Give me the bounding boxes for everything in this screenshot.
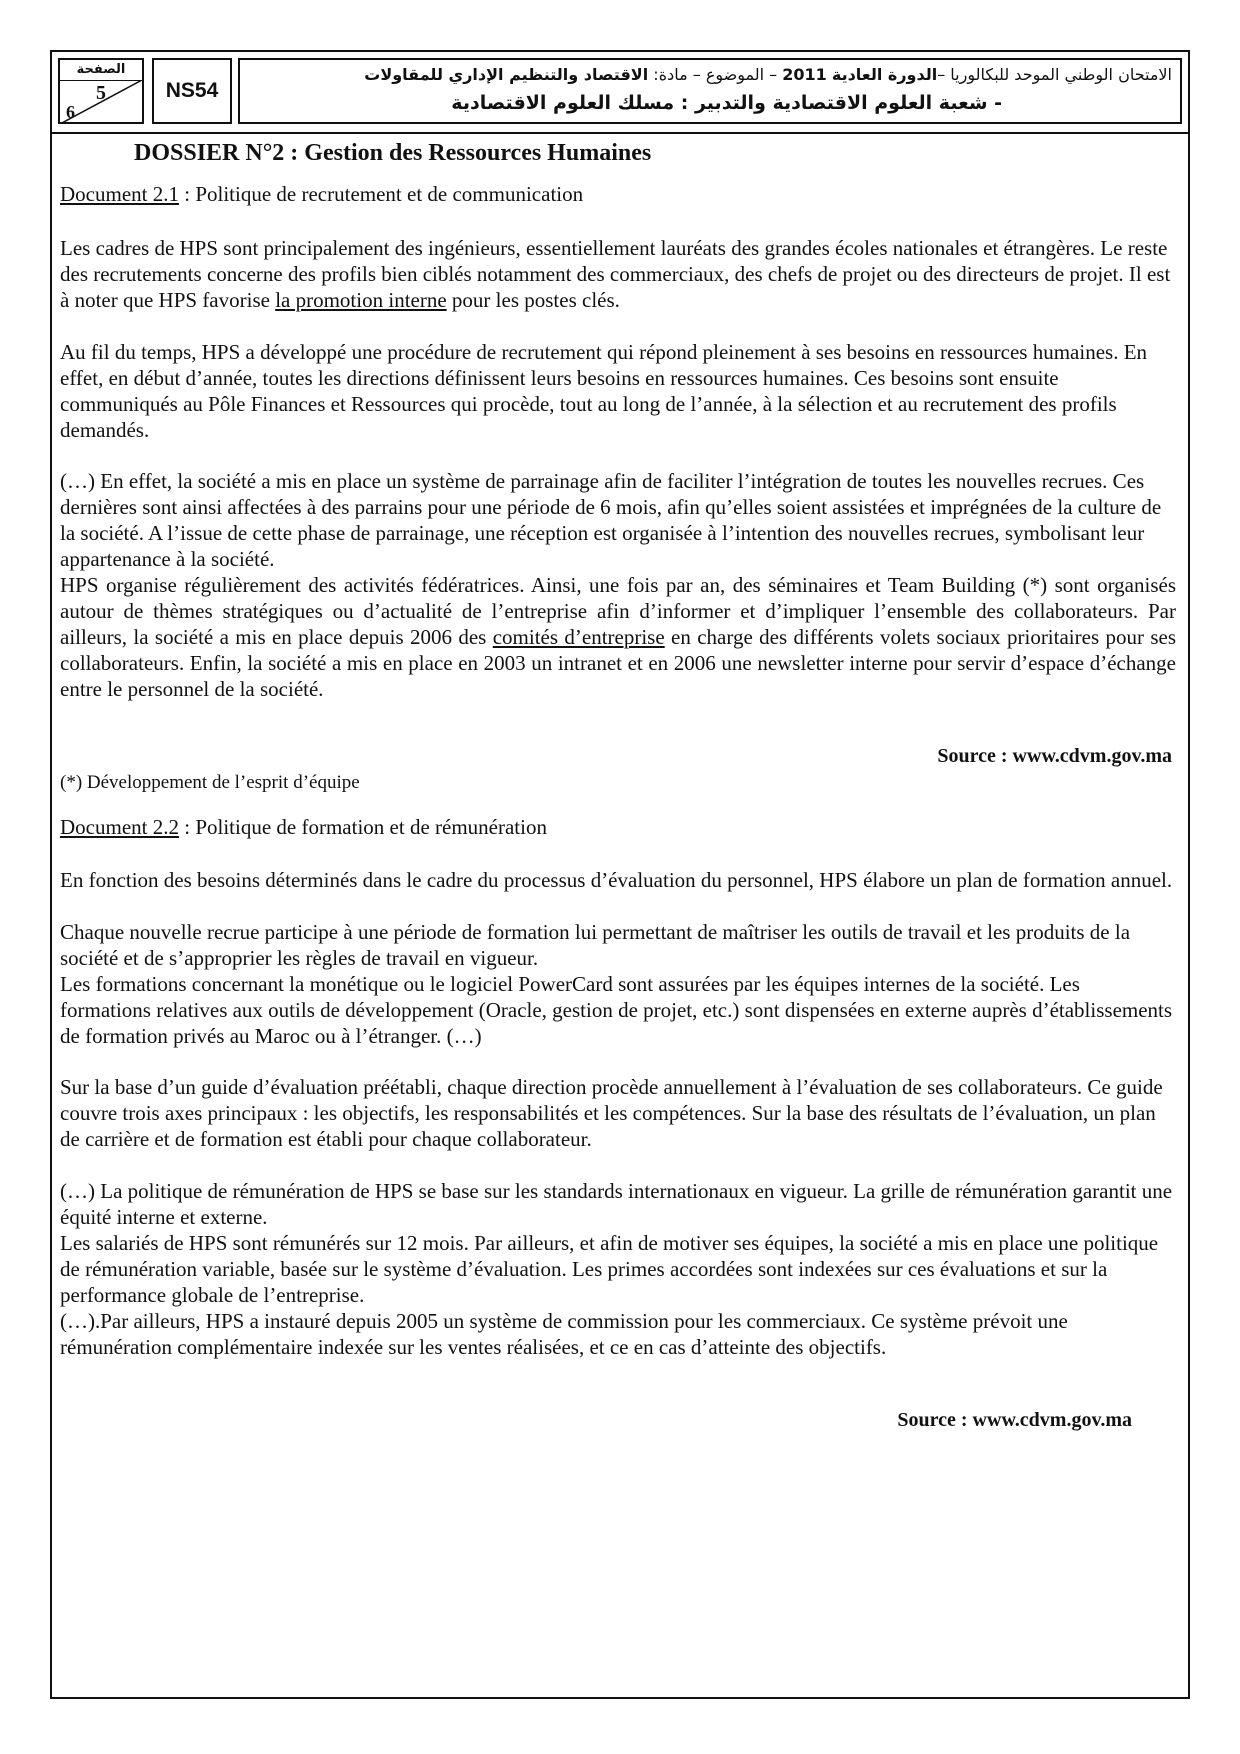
doc21-p1-end: pour les postes clés.: [446, 288, 620, 312]
exam-header: [52, 52, 1188, 134]
doc22-source: Source : www.cdvm.gov.ma: [897, 1409, 1132, 1431]
doc22-paragraph-2: Chaque nouvelle recrue participe à une période de formation lui permettant de maîtriser les outils de travail et les produits de la société et de s’approprier les règles de travail en vigueur.: [60, 920, 1131, 970]
doc22-paragraph-3: Les formations concernant la monétique ou le logiciel PowerCard sont assurées par les équipes internes de la société. Les formations relatives aux outils de développement (Oracle, gestion de projet, etc.) sont dispensées en externe auprès d’établissements de formation privés au Maroc ou à l’étranger. (…): [60, 972, 1173, 1048]
doc22-paragraph-6: Les salariés de HPS sont rémunérés sur 12 mois. Par ailleurs, et afin de motiver ses équipes, la société a mis en place une politique de rémunération variable, basée sur le système d’évaluation. Les primes accordées sont indexées sur ces évaluations et sur la performance globale de l’entreprise.: [60, 1231, 1159, 1307]
doc21-paragraph-2: Au fil du temps, HPS a développé une procédure de recrutement qui répond pleinement à ses besoins en ressources humaines. En effet, en début d’année, toutes les directions définissent leurs besoins en ressources humaines. Ces besoins sont ensuite communiqués au Pôle Finances et Ressources qui procède, tout au long de l’année, à la sélection et au recrutement des profils demandés.: [60, 340, 1148, 442]
doc21-paragraph-1: [60, 235, 1176, 313]
exam-code: NS54: [152, 58, 232, 124]
doc21-p1-text: Les cadres de HPS sont principalement des ingénieurs, essentiellement lauréats des grandes écoles nationales et étrangères. Le reste des recrutements concerne des profils bien ciblés notamment des commerciaux, des chefs de projet ou des directeurs de projet. Il est à noter que HPS favorise: [60, 236, 1171, 312]
doc21-p4-end: en charge des différents volets sociaux prioritaires pour ses collaborateurs. Enfin, la société a mis en place en 2003 un intranet et en 2006 une newsletter interne pour servir d’espace d’échange entre le personnel de la société.: [60, 625, 1176, 701]
doc21-paragraph-3: (…) En effet, la société a mis en place un système de parrainage afin de faciliter l’intégration de toutes les nouvelles recrues. Ces dernières sont ainsi affectées à des parrains pour une période de 6 mois, afin qu’elles soient assistées et imprégnées de la culture de la société. A l’issue de cette phase de parrainage, une réception est organisée à l’intention des nouvelles recrues, symbolisant leur appartenance à la société.: [60, 469, 1162, 571]
document-2-2-ref: Document 2.2: [60, 815, 179, 839]
doc21-p4-text: HPS organise régulièrement des activités fédératrices. Ainsi, une fois par an, des séminaires et Team Building (*) sont organisés autour de thèmes stratégiques ou d’actualité de l’entreprise afin d’informer et d’impliquer l’ensemble des collaborateurs. Par ailleurs, la société a mis en place depuis 2006 des: [60, 573, 1176, 649]
doc21-footnote: (*) Développement de l’esprit d’équipe: [60, 772, 360, 793]
document-2-1-heading: [60, 182, 583, 207]
exam-title-intro: الامتحان الوطني الموحد للبكالوريا –: [937, 65, 1172, 84]
doc22-paragraph-1: En fonction des besoins déterminés dans le cadre du processus d’évaluation du personnel, HPS élabore un plan de formation annuel.: [60, 868, 1173, 892]
doc21-p1-underlined: la promotion interne: [275, 288, 447, 312]
doc21-paragraph-4: [60, 572, 1176, 702]
document-2-1-ref: Document 2.1: [60, 182, 179, 206]
doc22-paragraph-7: (…).Par ailleurs, HPS a instauré depuis 2005 un système de commission pour les commerciaux. Ce système prévoit une rémunération complémentaire indexée sur les ventes réalisées, et ce en cas d’atteinte des objectifs.: [60, 1309, 1068, 1359]
exam-title-line1: [248, 62, 1172, 88]
document-2-2-heading: [60, 815, 547, 840]
doc21-source: Source : www.cdvm.gov.ma: [937, 745, 1172, 767]
page-total: 6: [66, 102, 75, 122]
page-label: الصفحة: [60, 60, 142, 81]
exam-title-box: [238, 58, 1182, 124]
doc22-paragraph-4: Sur la base d’un guide d’évaluation préétabli, chaque direction procède annuellement à l’évaluation de ses collaborateurs. Ce guide couvre trois axes principaux : les objectifs, les responsabilités et les compétences. Sur la base des résultats de l’évaluation, un plan de carrière et de formation est établi pour chaque collaborateur.: [60, 1075, 1163, 1151]
exam-title-mid: – الموضوع – مادة:: [653, 65, 778, 84]
exam-subject: الاقتصاد والتنظيم الإداري للمقاولات: [364, 65, 649, 84]
page-current: 5: [96, 82, 106, 104]
document-2-1-title: : Politique de recrutement et de communication: [178, 182, 584, 206]
document-2-2-title: : Politique de formation et de rémunération: [178, 815, 547, 839]
doc22-paragraph-5: (…) La politique de rémunération de HPS se base sur les standards internationaux en vigueur. La grille de rémunération garantit une équité interne et externe.: [60, 1179, 1173, 1229]
exam-title-line2: - شعبة العلوم الاقتصادية والتدبير : مسلك العلوم الاقتصادية: [451, 92, 1002, 114]
page-frame: [50, 50, 1190, 1699]
doc21-p4-underlined: comités d’entreprise: [492, 625, 665, 649]
dossier-title: DOSSIER N°2 : Gestion des Ressources Humaines: [134, 140, 652, 166]
exam-year: 2011: [782, 65, 827, 84]
exam-session: الدورة العادية: [831, 65, 938, 84]
page-number-box: [58, 58, 144, 124]
